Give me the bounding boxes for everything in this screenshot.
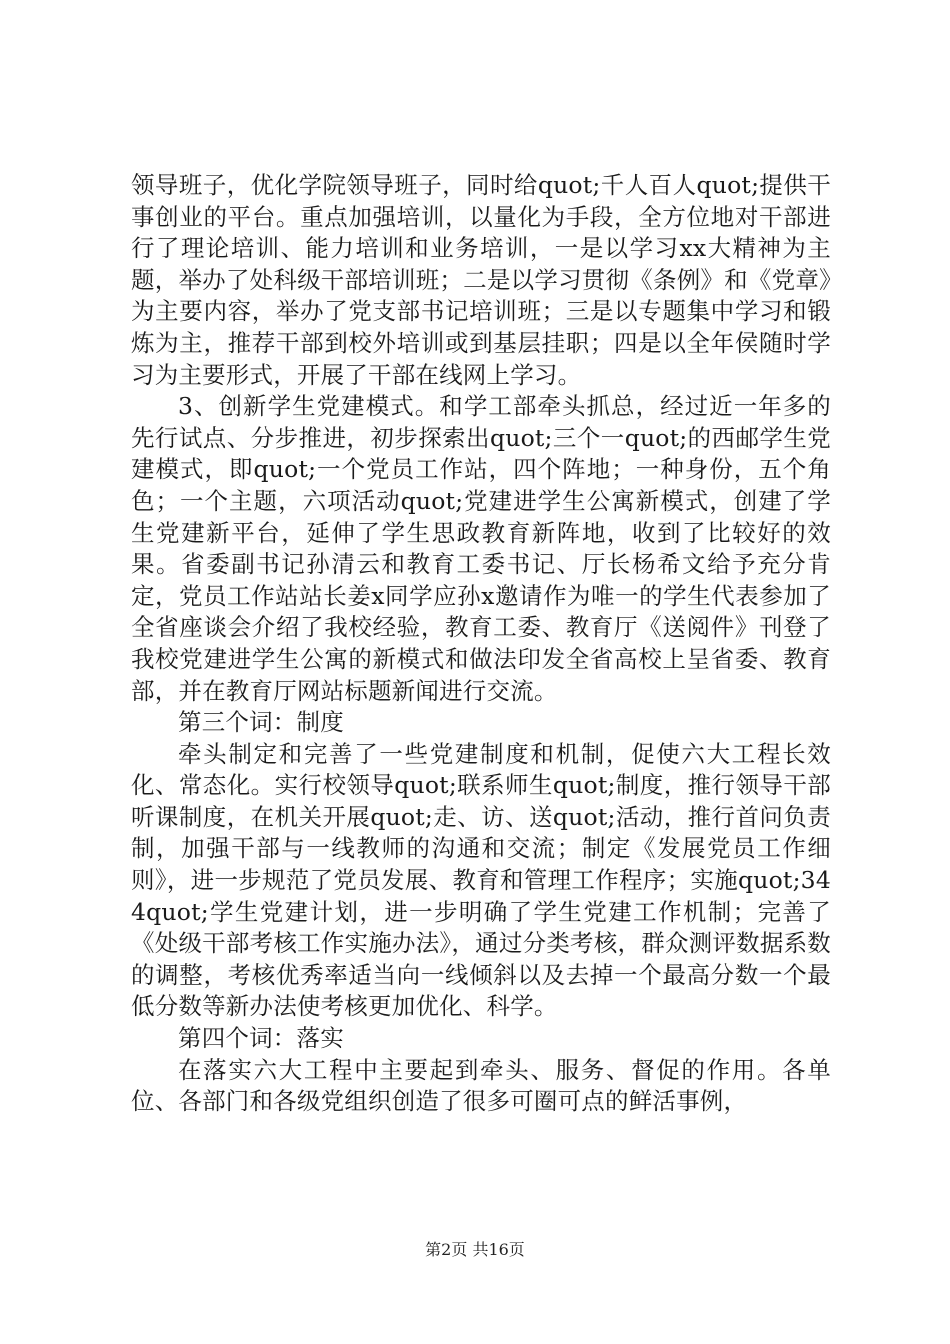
paragraph-student-party-model: 3、创新学生党建模式。和学工部牵头抓总，经过近一年多的先行试点、分步推进，初步探索出quot;三个一quot;的西邮学生党建模式，即quot;一个党员工作站，四个阵地；一种身份，五个角色；一个主题，六项活动quot;党建进学生公寓新模式，创建了学生党建新平台，延伸了学生思政教育新阵地，收到了比较好的效果。省委副书记孙清云和教育工委书记、厅长杨希文给予充分肯定，党员工作站站长姜x同学应孙x邀请作为唯一的学生代表参加了全省座谈会介绍了我校经验，教育工委、教育厅《送阅件》刊登了我校党建进学生公寓的新模式和做法印发全省高校上呈省委、教育部，并在教育厅网站标题新闻进行交流。 — [131, 392, 831, 705]
paragraph-implementation: 在落实六大工程中主要起到牵头、服务、督促的作用。各单位、各部门和各级党组织创造了很多可圈可点的鲜活事例， — [131, 1055, 831, 1116]
paragraph-system-mechanisms: 牵头制定和完善了一些党建制度和机制，促使六大工程长效化、常态化。实行校领导quot;联系师生quot;制度，推行领导干部听课制度，在机关开展quot;走、访、送quot;活动，推行首问负责制，加强干部与一线教师的沟通和交流；制定《发展党员工作细则》，进一步规范了党员发展、教育和管理工作程序；实施quot;344quot;学生党建计划，进一步明确了学生党建工作机制；完善了《处级干部考核工作实施办法》，通过分类考核，群众测评数据系数的调整，考核优秀率适当向一线倾斜以及去掉一个最高分数一个最低分数等新办法使考核更加优化、科学。 — [131, 739, 831, 1021]
page-number-footer: 第2页 共16页 — [425, 1240, 525, 1259]
paragraph-cadre-training: 领导班子，优化学院领导班子，同时给quot;千人百人quot;提供干事创业的平台。重点加强培训，以量化为手段，全方位地对干部进行了理论培训、能力培训和业务培训，一是以学习xx大精神为主题，举办了处科级干部培训班；二是以学习贯彻《条例》和《党章》为主要内容，举办了党支部书记培训班；三是以专题集中学习和锻炼为主，推荐干部到校外培训或到基层挂职；四是以全年侯随时学习为主要形式，开展了干部在线网上学习。 — [131, 171, 831, 389]
document-body — [131, 170, 831, 1118]
heading-fourth-word-implementation: 第四个词：落实 — [178, 1024, 344, 1053]
heading-third-word-system: 第三个词：制度 — [178, 708, 344, 737]
